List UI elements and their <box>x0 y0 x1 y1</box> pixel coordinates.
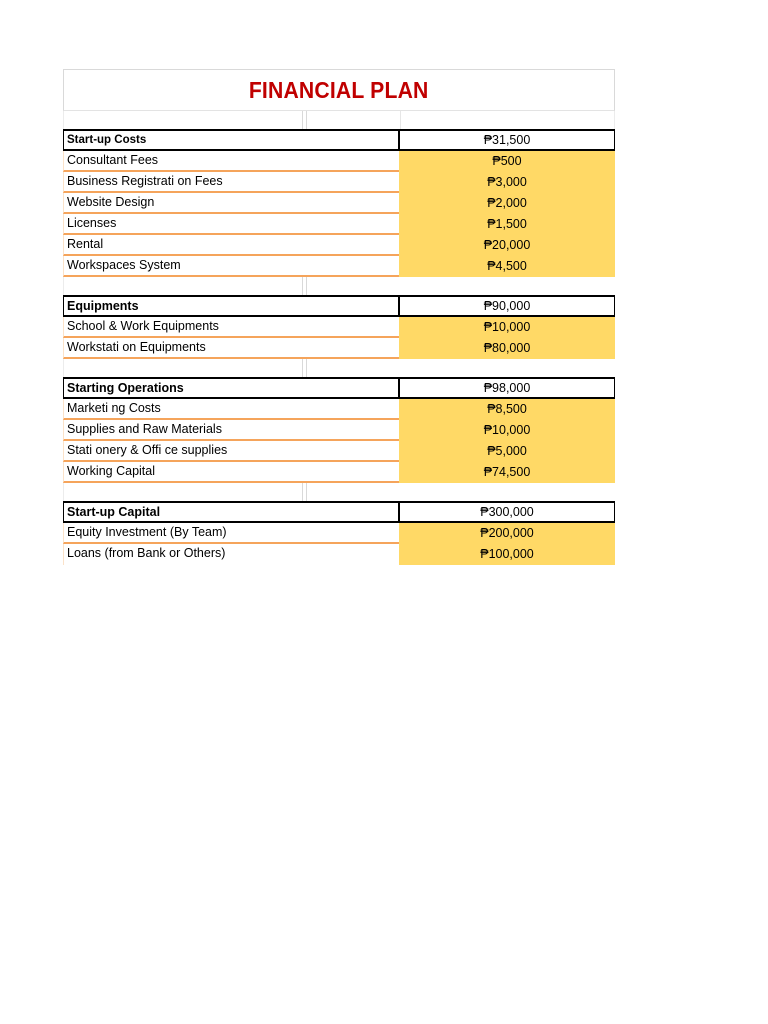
section-header <box>63 295 615 317</box>
table-row <box>63 420 615 441</box>
row-label: Marketi ng Costs <box>63 399 399 420</box>
row-value: ₱10,000 <box>399 420 615 441</box>
spacer-row <box>63 483 615 501</box>
section-header-label: Start-up Capital <box>64 503 400 521</box>
row-label: Loans (from Bank or Others) <box>63 544 399 565</box>
spacer-row <box>63 359 615 377</box>
table-row <box>63 338 615 359</box>
row-label: Supplies and Raw Materials <box>63 420 399 441</box>
table-row <box>63 523 615 544</box>
section-header-value: ₱31,500 <box>483 133 531 147</box>
table-row <box>63 462 615 483</box>
spacer-row <box>63 277 615 295</box>
row-label: Website Design <box>63 193 399 214</box>
title-cell <box>63 69 615 111</box>
section-header <box>63 377 615 399</box>
spacer-row <box>63 111 615 129</box>
table-row <box>63 441 615 462</box>
table-row <box>63 214 615 235</box>
table-row <box>63 172 615 193</box>
row-value: ₱8,500 <box>399 399 615 420</box>
section-equipments <box>63 295 615 359</box>
row-label: Workstati on Equipments <box>63 338 399 359</box>
row-value: ₱100,000 <box>399 544 615 565</box>
section-starting-operations <box>63 377 615 483</box>
row-value: ₱200,000 <box>399 523 615 544</box>
row-value: ₱5,000 <box>399 441 615 462</box>
row-label: Equity Investment (By Team) <box>63 523 399 544</box>
row-label: Stati onery & Offi ce supplies <box>63 441 399 462</box>
table-row <box>63 544 615 565</box>
row-label: Rental <box>63 235 399 256</box>
section-header-label: Equipments <box>64 297 400 315</box>
row-label: Licenses <box>63 214 399 235</box>
table-row <box>63 151 615 172</box>
row-value: ₱500 <box>399 151 615 172</box>
table-row <box>63 399 615 420</box>
row-label: Working Capital <box>63 462 399 483</box>
section-header-value: ₱300,000 <box>480 505 534 519</box>
row-label: School & Work Equipments <box>63 317 399 338</box>
row-value: ₱80,000 <box>399 338 615 359</box>
section-header-label: Start-up Costs <box>64 131 400 149</box>
row-value: ₱20,000 <box>399 235 615 256</box>
table-row <box>63 193 615 214</box>
section-header-value: ₱98,000 <box>483 381 531 395</box>
row-value: ₱10,000 <box>399 317 615 338</box>
section-header-value: ₱90,000 <box>483 299 531 313</box>
row-label: Consultant Fees <box>63 151 399 172</box>
row-label: Business Registrati on Fees <box>63 172 399 193</box>
row-value: ₱4,500 <box>399 256 615 277</box>
page-title: FINANCIAL PLAN <box>249 76 429 103</box>
section-startup-capital <box>63 501 615 565</box>
section-startup-costs <box>63 129 615 277</box>
section-header <box>63 129 615 151</box>
row-value: ₱74,500 <box>399 462 615 483</box>
row-value: ₱3,000 <box>399 172 615 193</box>
row-label: Workspaces System <box>63 256 399 277</box>
table-row <box>63 317 615 338</box>
table-row <box>63 256 615 277</box>
financial-plan-sheet <box>63 69 615 565</box>
table-row <box>63 235 615 256</box>
row-value: ₱2,000 <box>399 193 615 214</box>
section-header <box>63 501 615 523</box>
row-value: ₱1,500 <box>399 214 615 235</box>
section-header-label: Starting Operations <box>64 379 400 397</box>
